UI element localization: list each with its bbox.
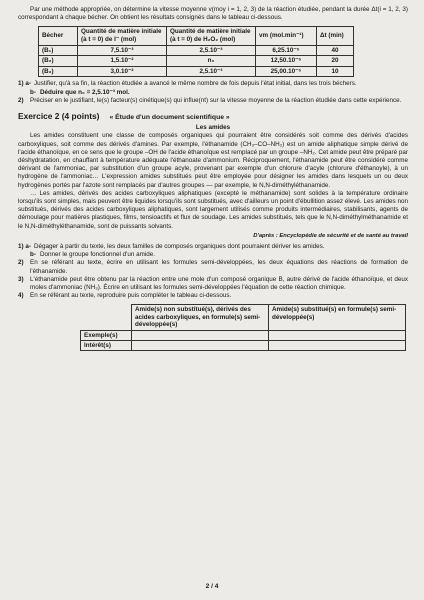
- cell: n₀: [167, 56, 256, 67]
- question-number: 2): [18, 96, 24, 104]
- question-text: En se référant au texte, écrire en utilisant les formules semi-développées, les deux équations des réactions de formation de l'éthanamide.: [30, 259, 408, 275]
- document-subtitle: Les amides: [195, 124, 231, 132]
- question-number: 3): [18, 275, 24, 283]
- header-dt: Δt (min): [317, 27, 354, 45]
- questions-part2: [18, 243, 408, 300]
- cell: (B₃): [39, 66, 78, 77]
- exercise-doc-title: « Étude d'un document scientifique »: [109, 113, 230, 121]
- row-label-examples: Exemple(s): [81, 330, 132, 340]
- question-text: Préciser en le justifiant, le(s) facteur(s) cinétique(s) qui influe(nt) sur la vitesse moyenne de la réaction étudiée dans cette expérience.: [30, 96, 402, 104]
- cell: 12,50.10⁻⁵: [256, 56, 317, 67]
- question-number: b-: [30, 251, 36, 259]
- question-text: Donner le groupe fonctionnel d'un amide.: [40, 251, 155, 259]
- header-becher: Bécher: [39, 27, 78, 45]
- document-paragraph-2: … Les amides, dérivés des acides carboxyliques aliphatiques (excepté le méthanamide) sont solides à la température ordinaire lorsqu'ils sont simples, mais peuvent être liquides lorsqu'ils sont substitués, avec d'ailleurs un point d'ébullition assez élevé. Les amides non substitués, dérivés des acides carboxyliques aliphatiques, sont largement utilisés comme produits intermédiaires, stabilisants, agents de démoulage pour matières plastiques, films, tensioactifs et flux de soudage. Les amides substitués, tels que le N,N-diméthylméthanamide et le N,N-diméthyléthanamide, sont de puissants solvants.: [18, 189, 408, 230]
- table-row: [81, 330, 406, 340]
- amides-table-header: [81, 305, 406, 330]
- header-vm: vm (mol.min⁻¹): [256, 27, 317, 45]
- row-label-interest: Intérêt(s): [81, 341, 132, 351]
- empty-cell: [269, 330, 406, 340]
- cell: 1,5.10⁻²: [78, 56, 167, 67]
- question-text: En se référant au texte, reproduire puis compléter le tableau ci-dessous.: [30, 292, 232, 300]
- document-paragraph-1: Les amides constituent une classe de composés organiques qui pourraient être considérés soit comme des dérivés d'acides carboxyliques, soit comme des dérivés d'amines. Par exemple, l'éthanamide (CH₃–CO–NH₂) est un amide aliphatique simple dérivé de l'acide éthanoïque, en ce sens que le groupe –OH de l'acide éthanoïque est remplacé par un groupe –NH₂. Cet amide peut être préparé par déshydratation, en chauffant à température adéquate l'éthanoate d'ammonium. Réciproquement, l'éthanamide peut être considéré comme dérivant de l'ammoniac, par substitution d'un groupe acyle, provenant par exemple d'un chlorure d'acyle (chlorure d'éthanoyle), à un hydrogène de l'ammoniac… L'expression amides substitués peut être employée pour désigner les amides dans lesquels un ou deux hydrogènes portés par l'azote sont remplacés par d'autres groupes — par exemple, le N,N-diméthyléthanamide.: [18, 132, 408, 189]
- cell: (B₁): [39, 45, 78, 56]
- question-number: 2): [18, 259, 24, 267]
- table-row: [81, 341, 406, 351]
- question-item: [18, 97, 408, 105]
- cell: (B₂): [39, 56, 78, 67]
- cell: 6,25.10⁻⁵: [256, 45, 317, 56]
- header-substituted: Amide(s) substitué(s) en formule(s) semi-développée(s): [269, 305, 406, 330]
- intro-paragraph: Par une méthode appropriée, on détermine la vitesse moyenne v(moy i = 1, 2, 3) de la réaction étudiée, pendant la durée Δt(i = 1, 2, 3) correspondant à chaque bécher. On obtient les résultats consignés dans le tableau ci-dessous.: [18, 6, 408, 22]
- question-number: 1) a-: [18, 243, 31, 251]
- cell: 10: [317, 66, 354, 77]
- question-text: L'éthanamide peut être obtenu par la réaction entre une mole d'un composé organique B, autre dérivé de l'acide éthanoïque, et deux moles d'ammoniac (NH₃). Écrire en utilisant les formules semi-développées l'équation de cette réaction chimique.: [30, 275, 408, 292]
- table-row: [39, 66, 354, 77]
- question-item: [18, 292, 408, 300]
- document-source: D'après : Encyclopédie de sécurité et de santé au travail: [253, 232, 408, 239]
- question-item: [18, 259, 408, 275]
- exercise-title: Exercice 2 (4 points): [18, 110, 100, 121]
- cell: 3,0.10⁻²: [78, 66, 167, 77]
- cell: 20: [317, 56, 354, 67]
- cell: 2,5.10⁻³: [167, 45, 256, 56]
- empty-cell: [269, 341, 406, 351]
- corner-cell: [81, 305, 132, 330]
- results-table-header: [39, 27, 354, 45]
- empty-cell: [132, 341, 269, 351]
- question-number: 4): [18, 292, 24, 300]
- question-number: b-: [30, 88, 36, 96]
- questions-part1: [18, 80, 408, 105]
- question-item: [18, 276, 408, 292]
- exercise-header: [18, 112, 408, 122]
- header-iodide: Quantité de matière initiale (à t = 0) de I⁻ (mol): [78, 27, 167, 45]
- cell: 2,5.10⁻³: [167, 66, 256, 77]
- empty-cell: [132, 330, 269, 340]
- table-row: [39, 45, 354, 56]
- cell: 25,00.10⁻⁵: [256, 66, 317, 77]
- question-item: [18, 80, 408, 88]
- question-text: Justifier, qu'à sa fin, la réaction étudiée a avancé le même nombre de fois depuis l'état initial, dans les trois béchers.: [34, 80, 357, 88]
- question-number: 1) a-: [18, 80, 31, 88]
- header-unsubstituted: Amide(s) non substitué(s), dérivés des acides carboxyliques, en formule(s) semi-développée(s): [132, 305, 269, 330]
- question-text: Dégager à partir du texte, les deux familles de composés organiques dont pourraient dériver les amides.: [34, 243, 325, 251]
- table-row: [39, 56, 354, 67]
- cell: 40: [317, 45, 354, 56]
- results-table: [38, 26, 354, 77]
- question-item: [18, 251, 408, 259]
- question-text: Déduire que n₀ = 2,5.10⁻³ mol.: [40, 88, 130, 96]
- question-item: [18, 89, 408, 97]
- cell: 7,5.10⁻³: [78, 45, 167, 56]
- amides-table: [80, 304, 406, 351]
- header-h2o2: Quantité de matière initiale (à t = 0) de H₂O₂ (mol): [167, 27, 256, 45]
- page-number: 2 / 4: [205, 583, 219, 590]
- question-item: [18, 243, 408, 251]
